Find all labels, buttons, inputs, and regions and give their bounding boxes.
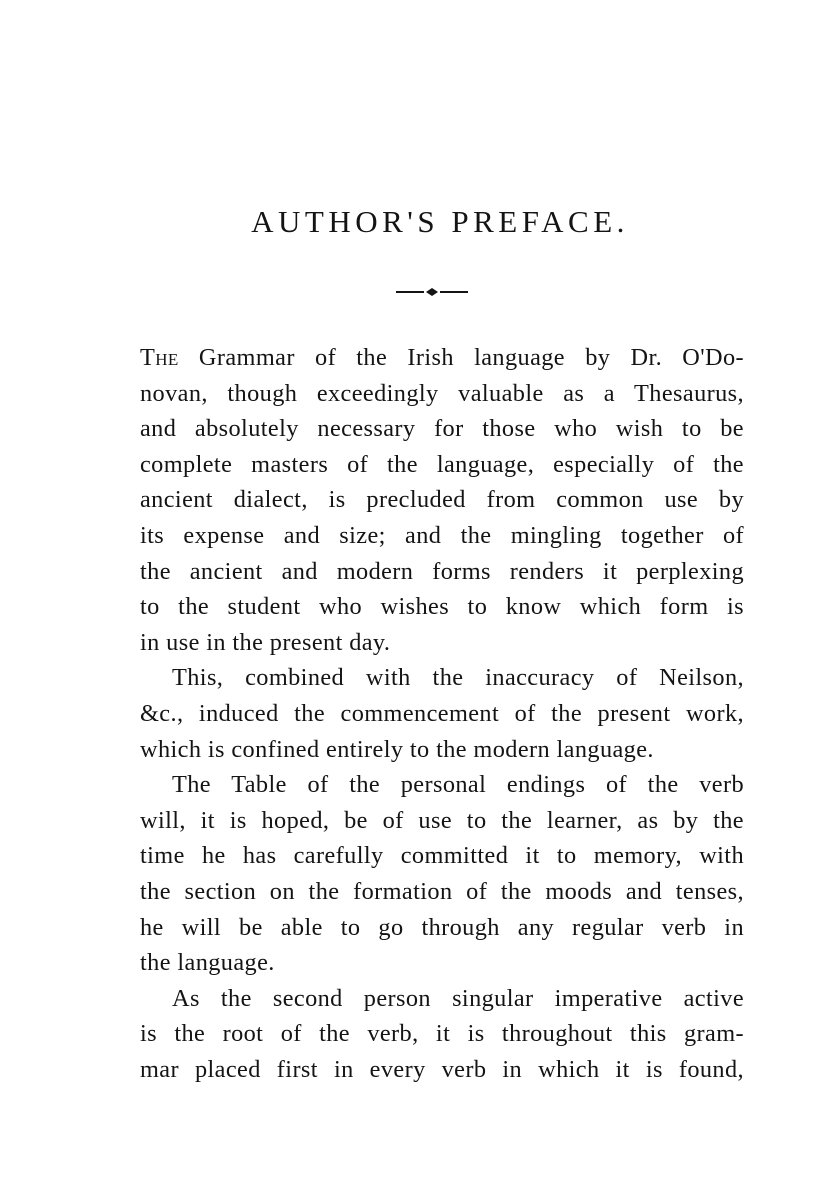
text-line: time he has carefully committed it to memory, with	[140, 842, 744, 870]
preface-body	[140, 340, 744, 1087]
text-line: The Table of the personal endings of the verb	[172, 771, 744, 799]
paragraph	[140, 660, 744, 767]
dash-diamond-dash-ornament	[396, 285, 468, 299]
text-line: he will be able to go through any regular verb in	[140, 913, 744, 941]
text-line: This, combined with the inaccuracy of Neilson,	[172, 664, 744, 692]
text-line: in use in the present day.	[140, 628, 391, 656]
text-line: will, it is hoped, be of use to the learner, as by the	[140, 806, 744, 834]
text-line: &c., induced the commencement of the present work,	[140, 699, 744, 727]
text-line: the ancient and modern forms renders it perplexing	[140, 557, 744, 585]
paragraph	[140, 767, 744, 981]
text-line: mar placed first in every verb in which it is found,	[140, 1055, 744, 1083]
text-line: and absolutely necessary for those who wish to be	[140, 415, 744, 443]
text-line: its expense and size; and the mingling together of	[140, 521, 744, 549]
text-line: complete masters of the language, especially of the	[140, 450, 744, 478]
text-line: is the root of the verb, it is throughout this gram-	[140, 1020, 744, 1048]
paragraph	[140, 981, 744, 1088]
text-line: As the second person singular imperative active	[172, 984, 744, 1012]
text-line: ancient dialect, is precluded from common use by	[140, 486, 744, 514]
text-line: novan, though exceedingly valuable as a Thesaurus,	[140, 379, 744, 407]
text-line: to the student who wishes to know which form is	[140, 593, 744, 621]
text-line	[140, 340, 744, 376]
text-line: which is confined entirely to the modern language.	[140, 735, 654, 763]
paragraph	[140, 340, 744, 660]
line-text: Grammar of the Irish language by Dr. O'Do-	[178, 344, 744, 371]
page-title: AUTHOR'S PREFACE.	[251, 204, 629, 239]
text-line: the section on the formation of the moods and tenses,	[140, 877, 744, 905]
paragraph-lead: The	[140, 344, 179, 371]
text-line: the language.	[140, 949, 275, 977]
